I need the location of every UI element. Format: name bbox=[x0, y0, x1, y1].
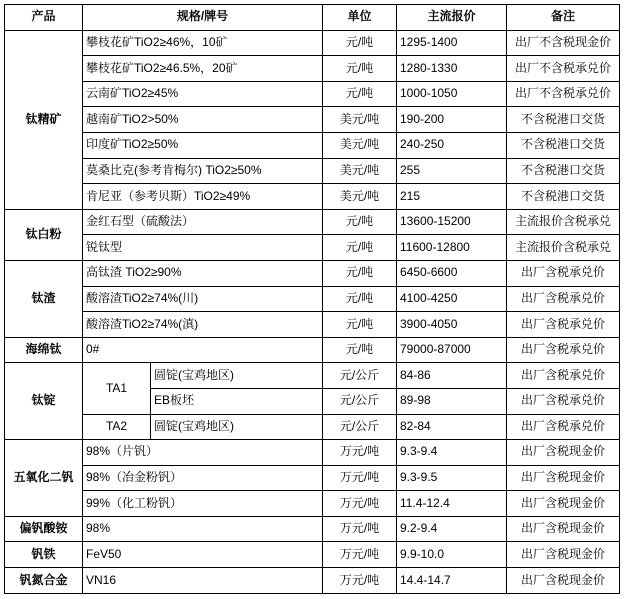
price-cell: 1295-1400 bbox=[397, 30, 507, 56]
price-cell: 9.9-10.0 bbox=[397, 542, 507, 568]
price-cell: 215 bbox=[397, 184, 507, 210]
note-cell: 不含税港口交货 bbox=[507, 107, 620, 133]
price-cell: 11600-12800 bbox=[397, 235, 507, 261]
spec-cell: 云南矿TiO2≥45% bbox=[83, 81, 323, 107]
price-cell: 79000-87000 bbox=[397, 337, 507, 363]
grade-cell: TA1 bbox=[83, 363, 151, 414]
table-row bbox=[5, 235, 620, 261]
spec-cell: 莫桑比克(参考肯梅尔) TiO2≥50% bbox=[83, 158, 323, 184]
unit-cell: 元/公斤 bbox=[323, 414, 397, 440]
table-row bbox=[5, 414, 620, 440]
note-cell: 出厂含税承兑价 bbox=[507, 337, 620, 363]
unit-cell: 元/吨 bbox=[323, 312, 397, 338]
spec-cell: 99%（化工粉钒） bbox=[83, 491, 323, 517]
product-category-cell: 钒氮合金 bbox=[5, 568, 83, 594]
note-cell: 主流报价含税承兑 bbox=[507, 235, 620, 261]
column-header-spec: 规格/牌号 bbox=[83, 5, 323, 31]
unit-cell: 美元/吨 bbox=[323, 158, 397, 184]
spec-cell: 酸溶渣TiO2≥74%(川) bbox=[83, 286, 323, 312]
unit-cell: 万元/吨 bbox=[323, 440, 397, 466]
note-cell: 出厂含税承兑价 bbox=[507, 363, 620, 389]
spec-cell: 高钛渣 TiO2≥90% bbox=[83, 260, 323, 286]
spec-cell: 印度矿TiO2≥50% bbox=[83, 132, 323, 158]
product-category-cell: 偏钒酸铵 bbox=[5, 516, 83, 542]
note-cell: 出厂含税承兑价 bbox=[507, 286, 620, 312]
unit-cell: 万元/吨 bbox=[323, 465, 397, 491]
note-cell: 不含税港口交货 bbox=[507, 158, 620, 184]
spec-cell: 攀枝花矿TiO2≥46.5%，20矿 bbox=[83, 56, 323, 82]
price-cell: 9.3-9.5 bbox=[397, 465, 507, 491]
price-cell: 190-200 bbox=[397, 107, 507, 133]
note-cell: 出厂含税承兑价 bbox=[507, 388, 620, 414]
note-cell: 出厂含税承兑价 bbox=[507, 312, 620, 338]
price-table bbox=[4, 4, 620, 594]
spec-cell: EB板坯 bbox=[151, 388, 323, 414]
table-row bbox=[5, 132, 620, 158]
spec-cell: 98% bbox=[83, 516, 323, 542]
product-category-cell: 钛精矿 bbox=[5, 30, 83, 209]
table-row bbox=[5, 440, 620, 466]
spec-cell: 金红石型（硫酸法） bbox=[83, 209, 323, 235]
unit-cell: 元/吨 bbox=[323, 260, 397, 286]
note-cell: 出厂含税现金价 bbox=[507, 568, 620, 594]
column-header-price: 主流报价 bbox=[397, 5, 507, 31]
unit-cell: 元/吨 bbox=[323, 56, 397, 82]
product-category-cell: 钛锭 bbox=[5, 363, 83, 440]
price-cell: 82-84 bbox=[397, 414, 507, 440]
note-cell: 出厂含税现金价 bbox=[507, 542, 620, 568]
spec-cell: 锐钛型 bbox=[83, 235, 323, 261]
price-cell: 11.4-12.4 bbox=[397, 491, 507, 517]
unit-cell: 元/吨 bbox=[323, 286, 397, 312]
price-cell: 3900-4050 bbox=[397, 312, 507, 338]
price-cell: 6450-6600 bbox=[397, 260, 507, 286]
table-row bbox=[5, 491, 620, 517]
table-row bbox=[5, 209, 620, 235]
price-cell: 1280-1330 bbox=[397, 56, 507, 82]
unit-cell: 美元/吨 bbox=[323, 107, 397, 133]
grade-cell: TA2 bbox=[83, 414, 151, 440]
note-cell: 不含税港口交货 bbox=[507, 132, 620, 158]
column-header-note: 备注 bbox=[507, 5, 620, 31]
unit-cell: 元/吨 bbox=[323, 209, 397, 235]
spec-cell: 越南矿TiO2>50% bbox=[83, 107, 323, 133]
price-cell: 84-86 bbox=[397, 363, 507, 389]
note-cell: 不含税港口交货 bbox=[507, 184, 620, 210]
price-cell: 13600-15200 bbox=[397, 209, 507, 235]
price-cell: 1000-1050 bbox=[397, 81, 507, 107]
table-row bbox=[5, 286, 620, 312]
table-row bbox=[5, 30, 620, 56]
unit-cell: 元/吨 bbox=[323, 337, 397, 363]
unit-cell: 美元/吨 bbox=[323, 132, 397, 158]
unit-cell: 元/公斤 bbox=[323, 363, 397, 389]
price-cell: 240-250 bbox=[397, 132, 507, 158]
note-cell: 出厂含税现金价 bbox=[507, 491, 620, 517]
product-category-cell: 钒铁 bbox=[5, 542, 83, 568]
table-row bbox=[5, 568, 620, 594]
note-cell: 出厂不含税承兑价 bbox=[507, 56, 620, 82]
note-cell: 出厂含税现金价 bbox=[507, 440, 620, 466]
table-row bbox=[5, 158, 620, 184]
unit-cell: 万元/吨 bbox=[323, 568, 397, 594]
table-header-row bbox=[5, 5, 620, 31]
table-row bbox=[5, 260, 620, 286]
unit-cell: 万元/吨 bbox=[323, 516, 397, 542]
table-row bbox=[5, 542, 620, 568]
unit-cell: 元/吨 bbox=[323, 235, 397, 261]
price-cell: 4100-4250 bbox=[397, 286, 507, 312]
unit-cell: 元/吨 bbox=[323, 30, 397, 56]
product-category-cell: 钛渣 bbox=[5, 260, 83, 337]
unit-cell: 万元/吨 bbox=[323, 542, 397, 568]
spec-cell: 圆锭(宝鸡地区) bbox=[151, 414, 323, 440]
note-cell: 出厂不含税承兑价 bbox=[507, 81, 620, 107]
unit-cell: 元/公斤 bbox=[323, 388, 397, 414]
note-cell: 出厂含税承兑价 bbox=[507, 260, 620, 286]
table-row bbox=[5, 107, 620, 133]
product-category-cell: 海绵钛 bbox=[5, 337, 83, 363]
note-cell: 出厂含税承兑价 bbox=[507, 414, 620, 440]
table-row bbox=[5, 363, 620, 389]
spec-cell: 酸溶渣TiO2≥74%(滇) bbox=[83, 312, 323, 338]
table-row bbox=[5, 516, 620, 542]
product-category-cell: 五氧化二钒 bbox=[5, 440, 83, 517]
spec-cell: FeV50 bbox=[83, 542, 323, 568]
spec-cell: 98%（片钒） bbox=[83, 440, 323, 466]
spec-cell: 圆锭(宝鸡地区) bbox=[151, 363, 323, 389]
spec-cell: 肯尼亚（参考贝斯）TiO2≥49% bbox=[83, 184, 323, 210]
column-header-product: 产品 bbox=[5, 5, 83, 31]
spec-cell: 攀枝花矿TiO2≥46%，10矿 bbox=[83, 30, 323, 56]
table-row bbox=[5, 337, 620, 363]
column-header-unit: 单位 bbox=[323, 5, 397, 31]
note-cell: 出厂不含税现金价 bbox=[507, 30, 620, 56]
price-cell: 255 bbox=[397, 158, 507, 184]
table-row bbox=[5, 465, 620, 491]
price-cell: 9.3-9.4 bbox=[397, 440, 507, 466]
spec-cell: VN16 bbox=[83, 568, 323, 594]
unit-cell: 万元/吨 bbox=[323, 491, 397, 517]
price-cell: 9.2-9.4 bbox=[397, 516, 507, 542]
spec-cell: 0# bbox=[83, 337, 323, 363]
product-category-cell: 钛白粉 bbox=[5, 209, 83, 260]
price-cell: 14.4-14.7 bbox=[397, 568, 507, 594]
table-row bbox=[5, 184, 620, 210]
table-row bbox=[5, 56, 620, 82]
spec-cell: 98%（冶金粉钒） bbox=[83, 465, 323, 491]
note-cell: 出厂含税现金价 bbox=[507, 516, 620, 542]
table-row bbox=[5, 81, 620, 107]
note-cell: 主流报价含税承兑 bbox=[507, 209, 620, 235]
unit-cell: 美元/吨 bbox=[323, 184, 397, 210]
unit-cell: 元/吨 bbox=[323, 81, 397, 107]
note-cell: 出厂含税现金价 bbox=[507, 465, 620, 491]
price-cell: 89-98 bbox=[397, 388, 507, 414]
table-row bbox=[5, 312, 620, 338]
